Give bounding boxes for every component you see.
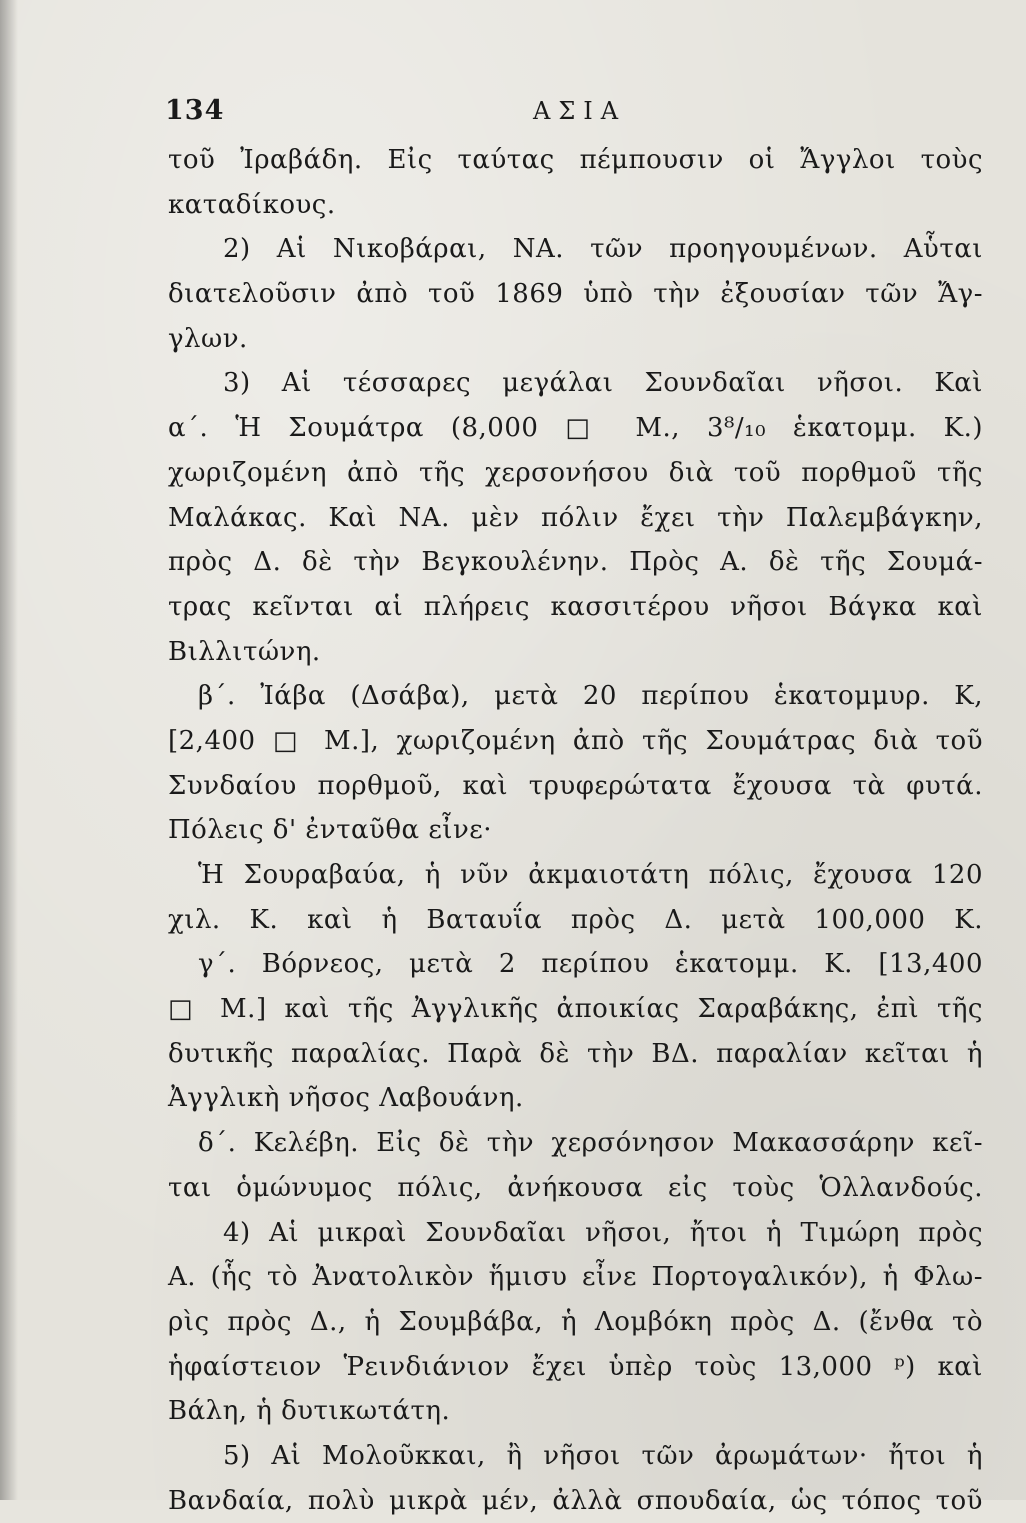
page-edge-shadow [0, 0, 18, 1500]
text-line: 5) Αἱ Μολοῦκκαι, ἢ νῆσοι τῶν ἀρωμάτων· ἤτοι ἡ [223, 1440, 983, 1471]
text-line: α΄. Ἡ Σουμάτρα (8,000 □ Μ., 3⁸/₁₀ ἑκατομμ. Κ.) [168, 413, 983, 444]
text-line: β΄. Ἰάβα (Δσάβα), μετὰ 20 περίπου ἑκατομμυρ. Κ, [198, 681, 983, 712]
text-line: διατελοῦσιν ἀπὸ τοῦ 1869 ὑπὸ τὴν ἐξουσίαν τῶν Ἄγ- [168, 279, 983, 310]
text-line: δ΄. Κελέβη. Εἰς δὲ τὴν χερσόνησον Μακασσάρην κεῖ- [198, 1128, 983, 1159]
text-line: Πόλεις δ' ἐνταῦθα εἶνε· [168, 815, 493, 846]
text-line: πρὸς Δ. δὲ τὴν Βεγκουλένην. Πρὸς Α. δὲ τῆς Σουμά- [168, 547, 983, 578]
text-line: Ἡ Σουραβαύα, ἡ νῦν ἀκμαιοτάτη πόλις, ἔχουσα 120 [198, 860, 983, 890]
running-head: ΑΣΙΑ [533, 97, 627, 125]
text-line: Βανδαία, πολὺ μικρὰ μέν, ἀλλὰ σπουδαία, ὡς τόπος τοῦ [168, 1485, 983, 1516]
text-line: Ἀγγλικὴ νῆσος Λαβουάνη. [168, 1083, 524, 1114]
text-line: χιλ. Κ. καὶ ἡ Βαταυΐα πρὸς Δ. μετὰ 100,000 Κ. [168, 904, 983, 935]
text-line: Συνδαίου πορθμοῦ, καὶ τρυφερώτατα ἔχουσα τὰ φυτά. [168, 770, 983, 801]
text-line: τοῦ Ἰραβάδη. Εἰς ταύτας πέμπουσιν οἱ Ἄγγλοι τοὺς [168, 145, 983, 175]
text-line: 4) Αἱ μικραὶ Σουνδαῖαι νῆσοι, ἤτοι ἡ Τιμώρη πρὸς [223, 1217, 983, 1248]
text-line: Μαλάκας. Καὶ ΝΑ. μὲν πόλιν ἔχει τὴν Παλεμβάγκην, [168, 502, 983, 533]
text-line: [2,400 □ Μ.], χωριζομένη ἀπὸ τῆς Σουμάτρας διὰ τοῦ [168, 725, 983, 756]
text-line: □ Μ.] καὶ τῆς Ἀγγλικῆς ἀποικίας Σαραβάκης, ἐπὶ τῆς [168, 994, 983, 1025]
text-line: ρὶς πρὸς Δ., ἡ Σουμβάβα, ἡ Λομβόκη πρὸς Δ. (ἔνθα τὸ [168, 1306, 983, 1337]
text-line: ται ὁμώνυμος πόλις, ἀνήκουσα εἰς τοὺς Ὁλλανδούς. [168, 1172, 983, 1203]
text-line: γ΄. Βόρνεος, μετὰ 2 περίπου ἑκατομμ. Κ. [13,400 [198, 949, 983, 980]
text-line: τρας κεῖνται αἱ πλήρεις κασσιτέρου νῆσοι Βάγκα καὶ [168, 591, 983, 622]
text-line: 2) Αἱ Νικοβάραι, ΝΑ. τῶν προηγουμένων. Αὗται [223, 234, 983, 265]
text-line: καταδίκους. [168, 189, 336, 220]
page-number: 134 [165, 95, 225, 126]
text-line: γλων. [168, 323, 248, 354]
text-line: Α. (ἧς τὸ Ἀνατολικὸν ἥμισυ εἶνε Πορτογαλικόν), ἡ Φλω- [168, 1262, 983, 1293]
text-line: δυτικῆς παραλίας. Παρὰ δὲ τὴν ΒΔ. παραλίαν κεῖται ἡ [168, 1038, 983, 1069]
text-line: Βιλλιτώνη. [168, 636, 321, 667]
text-line: χωριζομένη ἀπὸ τῆς χερσονήσου διὰ τοῦ πορθμοῦ τῆς [168, 457, 983, 488]
page-header [165, 95, 980, 135]
text-line: 3) Αἱ τέσσαρες μεγάλαι Σουνδαῖαι νῆσοι. Καὶ [223, 368, 983, 399]
text-line: ἡφαίστειον Ῥεινδιάνιον ἔχει ὑπὲρ τοὺς 13,000 ᵖ) καὶ [168, 1351, 983, 1382]
text-line: Βάλη, ἡ δυτικωτάτη. [168, 1396, 451, 1427]
body-text [168, 138, 983, 1523]
